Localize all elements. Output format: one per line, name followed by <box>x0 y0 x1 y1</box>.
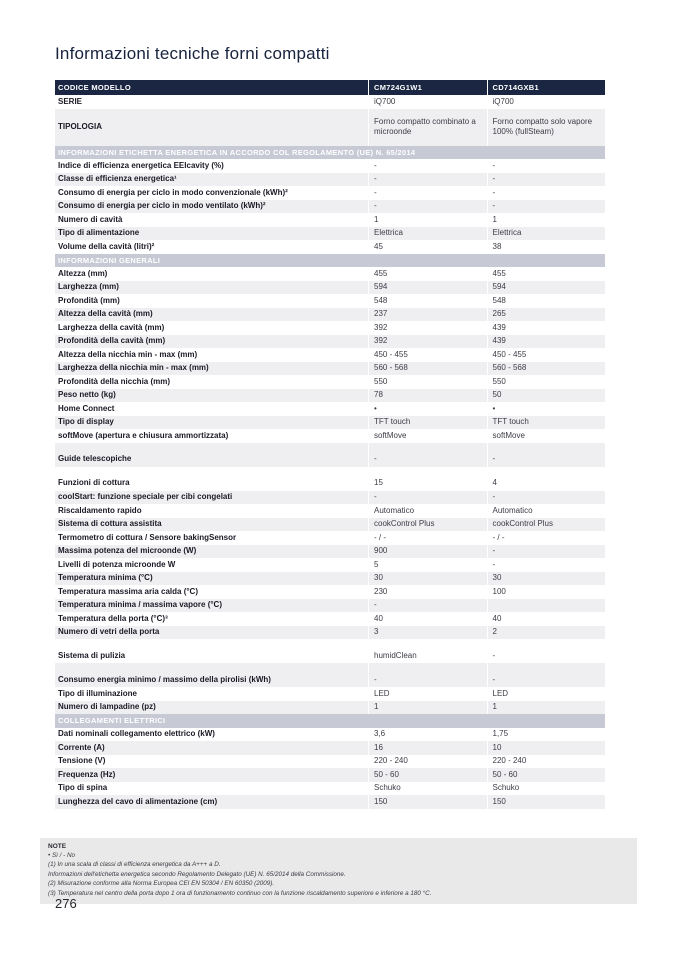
note-line: (3) Temperatura nel centro della porta dopo 1 ora di funzionamento continuo con la funzione riscaldamento superiore e inferiore a 180 °C. <box>48 889 432 897</box>
row-value-1: humidClean <box>368 639 487 663</box>
row-label: Tensione (V) <box>58 756 106 766</box>
table-row <box>55 159 605 173</box>
row-value-2: 50 <box>487 389 606 403</box>
row-value-2: 40 <box>487 612 606 626</box>
table-row <box>55 572 605 586</box>
row-label: TIPOLOGIA <box>55 109 368 146</box>
row-value-2: 594 <box>487 281 606 295</box>
spec-table <box>55 80 605 809</box>
row-value-1: 548 <box>368 294 487 308</box>
row-value-2: - <box>487 545 606 559</box>
row-value-2: softMove <box>487 429 606 443</box>
section-header-row <box>55 146 605 160</box>
row-label: SERIE <box>58 96 83 106</box>
table-row <box>55 240 605 254</box>
row-label: Larghezza (mm) <box>55 281 368 295</box>
row-value-1: 1 <box>368 213 487 227</box>
row-label: Livelli di potenza microonde W <box>58 559 176 569</box>
section-title: COLLEGAMENTI ELETTRICI <box>58 716 166 726</box>
row-value-2: 560 - 568 <box>487 362 606 376</box>
row-label: Temperatura minima / massima vapore (°C) <box>55 599 368 613</box>
table-row <box>55 558 605 572</box>
row-value-2: - <box>487 159 606 173</box>
row-value-2: 100 <box>487 585 606 599</box>
row-value-2: Schuko <box>487 782 606 796</box>
row-label: Larghezza della nicchia min - max (mm) <box>55 362 368 376</box>
table-row <box>55 701 605 715</box>
table-row <box>55 755 605 769</box>
row-label: Numero di cavità <box>58 214 123 224</box>
row-label: Funzioni di cottura <box>58 478 130 487</box>
row-value-1: 30 <box>368 572 487 586</box>
table-row <box>55 443 605 467</box>
row-label: Dati nominali collegamento elettrico (kW) <box>58 729 215 739</box>
note-line: • Sì / - No <box>48 852 76 859</box>
row-label: Tipo di illuminazione <box>58 688 137 698</box>
row-value-1: 50 - 60 <box>368 768 487 782</box>
table-row <box>55 95 605 109</box>
row-value-2: 450 - 455 <box>487 348 606 362</box>
table-row <box>55 402 605 416</box>
row-value-1: 450 - 455 <box>368 348 487 362</box>
table-row <box>55 348 605 362</box>
row-label: Massima potenza del microonde (W) <box>55 545 368 559</box>
row-value-2: 439 <box>487 335 606 349</box>
row-value-1: 392 <box>368 321 487 335</box>
table-row <box>55 626 605 640</box>
row-label: Consumo energia minimo / massimo della pirolisi (kWh) <box>55 663 368 687</box>
row-value-1: 455 <box>368 267 487 281</box>
table-row <box>55 663 605 687</box>
row-label: Tipo di display <box>55 416 368 430</box>
table-row <box>55 768 605 782</box>
table-row <box>55 504 605 518</box>
row-value-1: - <box>368 491 487 505</box>
table-row <box>55 375 605 389</box>
note-line: (1) In una scala di classi di efficienza energetica da A+++ a D. <box>48 861 221 869</box>
table-row <box>55 416 605 430</box>
row-value-1: 5 <box>368 558 487 572</box>
table-row <box>55 728 605 742</box>
row-value-1: 16 <box>368 741 487 755</box>
row-value-1: 40 <box>368 612 487 626</box>
row-label: Lunghezza del cavo di alimentazione (cm) <box>55 795 368 809</box>
table-row <box>55 109 605 146</box>
row-value-1: - / - <box>368 531 487 545</box>
table-row <box>55 585 605 599</box>
row-value-1: LED <box>368 687 487 701</box>
table-header-row <box>55 80 605 95</box>
note-line: (2) Misurazione conforme alla Norma Europea CEI EN 50304 / EN 60350 (2009). <box>48 880 275 888</box>
row-label: Consumo di energia per ciclo in modo ventilato (kWh)² <box>55 200 368 214</box>
row-value-2 <box>487 599 606 613</box>
row-value-1: 594 <box>368 281 487 295</box>
row-value-1: 78 <box>368 389 487 403</box>
table-row <box>55 267 605 281</box>
row-value-2: 30 <box>487 572 606 586</box>
table-row <box>55 639 605 663</box>
row-value-2: - <box>487 200 606 214</box>
table-row <box>55 545 605 559</box>
row-label: Sistema di pulizia <box>58 650 126 660</box>
table-row <box>55 308 605 322</box>
row-label: Sistema di cottura assistita <box>55 518 368 532</box>
row-value-2: 150 <box>487 795 606 809</box>
row-value-1: • <box>368 402 487 416</box>
row-value-1: TFT touch <box>368 416 487 430</box>
row-value-2: 1 <box>487 213 606 227</box>
row-label: Corrente (A) <box>55 741 368 755</box>
row-label: Classe di efficienza energetica¹ <box>55 173 368 187</box>
table-row <box>55 795 605 809</box>
notes-lines <box>48 851 629 898</box>
table-row <box>55 782 605 796</box>
row-value-1: 560 - 568 <box>368 362 487 376</box>
row-label: Profondità della cavità (mm) <box>55 335 368 349</box>
table-row <box>55 227 605 241</box>
row-value-2: - <box>487 443 606 467</box>
table-row <box>55 741 605 755</box>
row-value-2: LED <box>487 687 606 701</box>
row-value-1: 230 <box>368 585 487 599</box>
row-value-1: - <box>368 599 487 613</box>
row-value-2: 550 <box>487 375 606 389</box>
row-label: Temperatura della porta (°C)³ <box>58 613 168 623</box>
table-row <box>55 213 605 227</box>
row-value-1: softMove <box>368 429 487 443</box>
note-line: Informazioni dell'etichetta energetica secondo Regolamento Delegato (UE) N. 65/2014 della Commissione. <box>48 870 346 878</box>
row-value-2: iQ700 <box>487 95 606 109</box>
table-row <box>55 467 605 491</box>
row-value-2: Automatico <box>487 504 606 518</box>
section-title: INFORMAZIONI ETICHETTA ENERGETICA IN ACCORDO COL REGOLAMENTO (UE) N. 65/2014 <box>58 147 416 157</box>
row-value-1: 220 - 240 <box>368 755 487 769</box>
row-value-1: - <box>368 443 487 467</box>
row-value-1: - <box>368 173 487 187</box>
page-title: Informazioni tecniche forni compatti <box>55 44 330 63</box>
row-value-1: - <box>368 663 487 687</box>
row-label: Termometro di cottura / Sensore bakingSensor <box>58 532 237 542</box>
table-row <box>55 362 605 376</box>
row-value-2: TFT touch <box>487 416 606 430</box>
row-label: Profondità (mm) <box>58 295 120 305</box>
section-header-row <box>55 714 605 728</box>
table-row <box>55 200 605 214</box>
page-number: 276 <box>55 896 77 911</box>
notes-title: NOTE <box>48 843 67 850</box>
row-value-1: 237 <box>368 308 487 322</box>
row-value-2: 50 - 60 <box>487 768 606 782</box>
row-label: Tipo di alimentazione <box>55 227 368 241</box>
row-value-2: 1 <box>487 701 606 715</box>
row-value-2: - <box>487 173 606 187</box>
section-header-row <box>55 254 605 268</box>
row-label: Numero di vetri della porta <box>55 626 368 640</box>
notes-box <box>40 838 637 904</box>
row-value-1: Forno compatto combinato a microonde <box>368 109 487 146</box>
row-value-2: 38 <box>487 240 606 254</box>
table-row <box>55 186 605 200</box>
row-value-1: 150 <box>368 795 487 809</box>
row-label: Guide telescopiche <box>55 443 368 467</box>
row-label: Numero di lampadine (pz) <box>55 701 368 715</box>
row-value-1: Elettrica <box>368 227 487 241</box>
row-value-2: - <box>487 186 606 200</box>
row-value-1: cookControl Plus <box>368 518 487 532</box>
header-model-1: CM724G1W1 <box>368 80 487 95</box>
table-row <box>55 281 605 295</box>
row-value-1: 3,6 <box>368 728 487 742</box>
row-value-2: cookControl Plus <box>487 518 606 532</box>
row-label: Peso netto (kg) <box>55 389 368 403</box>
row-value-2: 455 <box>487 267 606 281</box>
row-value-1: - <box>368 159 487 173</box>
row-label: softMove (apertura e chiusura ammortizzata) <box>58 430 229 440</box>
header-model-2: CD714GXB1 <box>487 80 606 95</box>
row-value-2: 548 <box>487 294 606 308</box>
row-label: Temperatura massima aria calda (°C) <box>58 586 198 596</box>
row-value-1: - <box>368 186 487 200</box>
row-value-1: iQ700 <box>368 95 487 109</box>
row-value-2: 2 <box>487 626 606 640</box>
row-label: Frequenza (Hz) <box>55 768 368 782</box>
row-value-2: - <box>487 491 606 505</box>
row-value-2: 265 <box>487 308 606 322</box>
row-label: Altezza della cavità (mm) <box>55 308 368 322</box>
row-value-1: 900 <box>368 545 487 559</box>
table-row <box>55 687 605 701</box>
row-value-2: 220 - 240 <box>487 755 606 769</box>
row-label: Altezza della nicchia min - max (mm) <box>58 349 198 359</box>
row-value-2: - <box>487 663 606 687</box>
row-value-1: 550 <box>368 375 487 389</box>
table-row <box>55 599 605 613</box>
table-row <box>55 335 605 349</box>
row-label: Altezza (mm) <box>58 268 108 278</box>
row-value-2: - / - <box>487 531 606 545</box>
table-row <box>55 173 605 187</box>
table-row <box>55 518 605 532</box>
row-value-2: Elettrica <box>487 227 606 241</box>
row-label: coolStart: funzione speciale per cibi congelati <box>55 491 368 505</box>
row-label: Consumo di energia per ciclo in modo convenzionale (kWh)² <box>58 187 288 197</box>
row-value-1: 1 <box>368 701 487 715</box>
row-value-2: 1,75 <box>487 728 606 742</box>
row-label: Profondità della nicchia (mm) <box>58 376 171 386</box>
section-title: INFORMAZIONI GENERALI <box>58 255 161 265</box>
row-value-1: 392 <box>368 335 487 349</box>
row-value-2: 4 <box>487 467 606 491</box>
table-row <box>55 612 605 626</box>
row-label: Home Connect <box>58 403 115 413</box>
row-value-1: - <box>368 200 487 214</box>
row-label: Volume della cavità (litri)² <box>58 241 155 251</box>
header-model-code-label: CODICE MODELLO <box>55 80 368 95</box>
row-label: Tipo di spina <box>58 783 108 793</box>
table-row <box>55 294 605 308</box>
row-label: Larghezza della cavità (mm) <box>58 322 165 332</box>
row-value-1: 45 <box>368 240 487 254</box>
row-label: Indice di efficienza energetica EEIcavity (%) <box>58 160 224 170</box>
row-value-2: • <box>487 402 606 416</box>
row-value-2: Forno compatto solo vapore 100% (fullSteam) <box>487 109 606 146</box>
table-row <box>55 321 605 335</box>
row-value-1: Schuko <box>368 782 487 796</box>
row-value-1: 15 <box>368 467 487 491</box>
row-value-1: 3 <box>368 626 487 640</box>
row-label: Riscaldamento rapido <box>58 505 142 515</box>
table-row <box>55 531 605 545</box>
row-value-2: 439 <box>487 321 606 335</box>
table-row <box>55 491 605 505</box>
table-row <box>55 389 605 403</box>
row-value-2: - <box>487 639 606 663</box>
row-label: Temperatura minima (°C) <box>55 572 368 586</box>
table-row <box>55 429 605 443</box>
row-value-1: Automatico <box>368 504 487 518</box>
row-value-2: 10 <box>487 741 606 755</box>
row-value-2: - <box>487 558 606 572</box>
